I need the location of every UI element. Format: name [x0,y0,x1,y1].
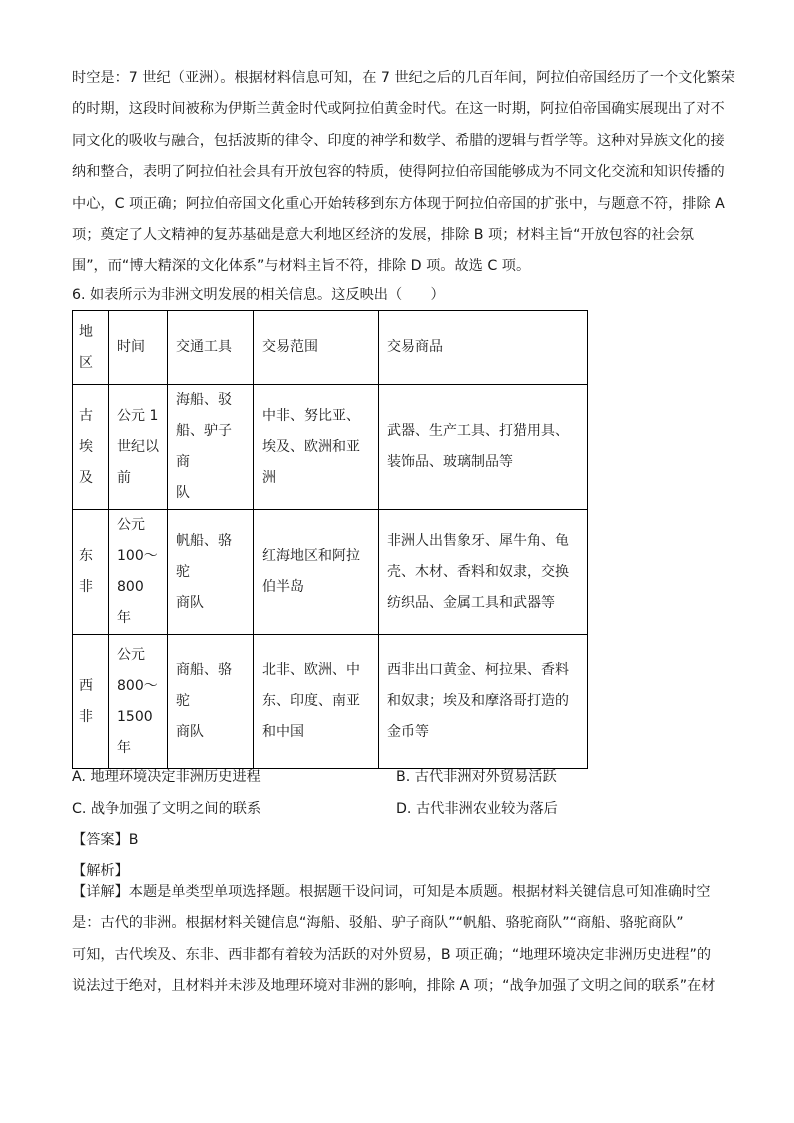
table-cell [379,385,588,510]
cell-text: 红海地区和阿拉 伯半岛 [262,548,360,595]
cell-text: 非洲人出售象牙、犀牛角、龟 壳、木材、香料和奴隶，交换 纺织品、金属工具和武器等 [387,532,569,611]
cell-text: 时间 [117,339,145,355]
text-line: 同文化的吸收与融合，包括波斯的律令、印度的神学和数学、希腊的逻辑与哲学等。这种对异族文化的接 [72,132,725,149]
table-header-row [73,311,588,385]
text-line: 中心，C 项正确；阿拉伯帝国文化重心开始转移到东方体现于阿拉伯帝国的扩张中，与题意不符，排除 A [72,195,725,212]
cell-text: 公元 800～ 1500 年 [117,646,158,756]
table-row [73,635,588,769]
text-line: 时空是：7 世纪（亚洲）。根据材料信息可知，在 7 世纪之后的几百年间，阿拉伯帝国经历了一个文化繁荣 [72,70,735,86]
text-line: 【详解】本题是单类型单项选择题。根据题干设问词，可知是本质题。根据材料关键信息可知准确时空 [72,884,711,900]
cell-text: 海船、驳 船、驴子商 队 [176,392,232,501]
cell-text: 西非出口黄金、柯拉果、香料 和奴隶；埃及和摩洛哥打造的 金币等 [387,662,569,740]
table-cell [73,385,109,510]
header-cell [73,311,109,385]
table-cell [168,635,254,769]
answer-label: 【答案】B [72,832,139,848]
cell-text: 帆船、骆驼 商队 [176,532,232,611]
table-row [73,510,588,635]
cell-text: 商船、骆驼 商队 [176,662,232,740]
cell-text: 交易范围 [262,339,318,355]
analysis-label: 【解析】 [72,863,129,879]
text-line: 项；奠定了人文精神的复苏基础是意大利地区经济的发展，排除 B 项；材料主旨“开放包容的社会氛 [72,227,694,244]
header-cell [379,311,588,385]
intro-paragraph [72,63,735,283]
africa-info-table [72,310,588,769]
table-cell [168,510,254,635]
cell-text: 中非、努比亚、 埃及、欧洲和亚 洲 [262,407,360,486]
table-cell [73,635,109,769]
header-cell [254,311,379,385]
table-cell [254,635,379,769]
cell-text: 交易商品 [387,339,443,355]
table-cell [109,635,168,769]
option-c: C. 战争加强了文明之间的联系 [72,801,262,817]
option-b: B. 古代非洲对外贸易活跃 [396,769,557,785]
cell-text: 地 区 [79,323,93,371]
text-line: 说法过于绝对，且材料并未涉及地理环境对非洲的影响，排除 A 项；“战争加强了文明之间的联系”在材 [72,978,716,995]
table-cell [379,510,588,635]
text-line: 的时期，这段时间被称为伊斯兰黄金时代或阿拉伯黄金时代。在这一时期，阿拉伯帝国确实展现出了对不 [72,101,725,118]
cell-text: 北非、欧洲、中 东、印度、南亚 和中国 [262,662,360,740]
table-cell [73,510,109,635]
cell-text: 西 非 [79,677,93,725]
text-line: 纳和整合，表明了阿拉伯社会具有开放包容的特质，使得阿拉伯帝国能够成为不同文化交流和知识传播的 [72,164,725,181]
header-cell [109,311,168,385]
cell-text: 公元 1 世纪以 前 [117,407,159,486]
text-line: 是：古代的非洲。根据材料关键信息“海船、驳船、驴子商队”“帆船、骆驼商队”“商船、骆驼商队” [72,915,684,932]
table-cell [379,635,588,769]
table-cell [168,385,254,510]
table-cell [254,385,379,510]
cell-text: 公元 100～ 800 年 [117,517,158,626]
text-line: 可知，古代埃及、东非、西非都有着较为活跃的对外贸易，B 项正确；“地理环境决定非洲历史进程”的 [72,946,712,963]
text-line: 围”，而“博大精深的文化体系”与材料主旨不符，排除 D 项。故选 C 项。 [72,258,531,275]
table-cell [109,510,168,635]
table-cell [109,385,168,510]
header-cell [168,311,254,385]
cell-text: 交通工具 [176,339,232,355]
table-cell [254,510,379,635]
cell-text: 武器、生产工具、打猎用具、 装饰品、玻璃制品等 [387,423,569,470]
option-d: D. 古代非洲农业较为落后 [396,801,558,817]
cell-text: 东 非 [79,548,93,595]
analysis-paragraph [72,877,724,1003]
option-a: A. 地理环境决定非洲历史进程 [72,769,261,785]
cell-text: 古 埃 及 [79,407,93,486]
question-stem: 6. 如表所示为非洲文明发展的相关信息。这反映出（ ） [72,287,445,303]
table-row [73,385,588,510]
